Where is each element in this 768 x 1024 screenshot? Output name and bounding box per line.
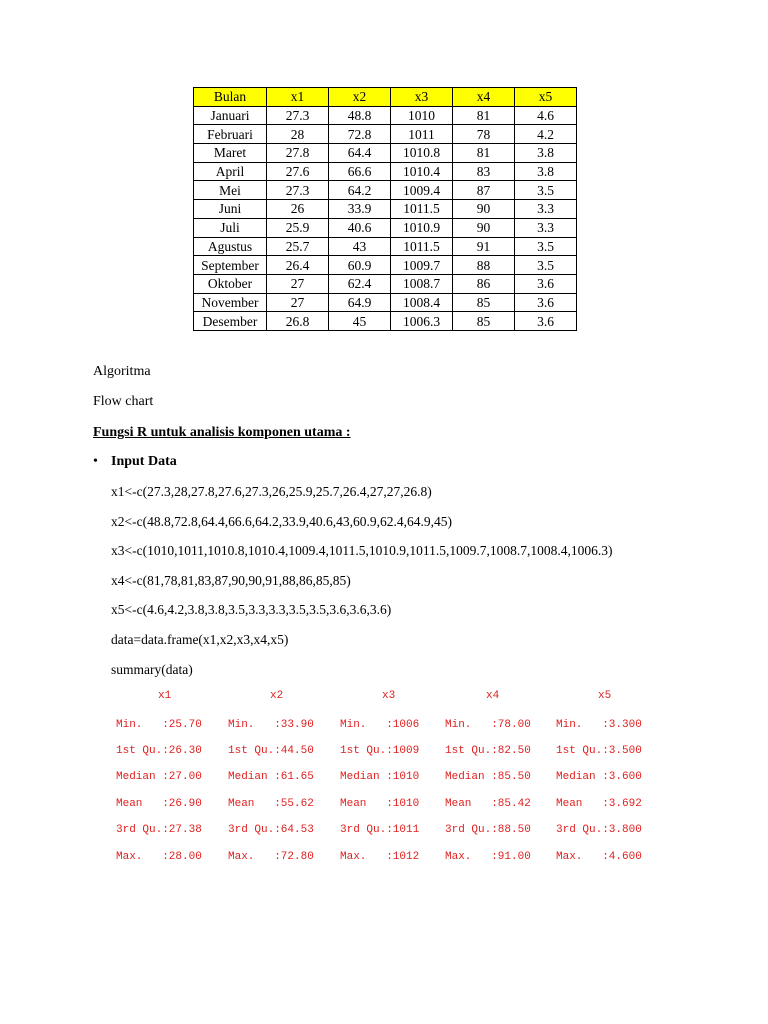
summary-stat: Mean :3.692 — [556, 798, 642, 810]
value-cell: 3.6 — [515, 274, 577, 293]
summary-stat: 1st Qu.:26.30 — [116, 745, 202, 757]
bullet-symbol: • — [93, 454, 98, 469]
header-x1: x1 — [267, 88, 329, 107]
value-cell: 72.8 — [329, 125, 391, 144]
table-row — [194, 218, 577, 237]
value-cell: 85 — [453, 293, 515, 312]
summary-stat: Min. :3.300 — [556, 719, 642, 731]
month-cell: September — [194, 256, 267, 275]
code-line: summary(data) — [111, 662, 193, 677]
section-heading: Fungsi R untuk analisis komponen utama : — [93, 425, 351, 440]
summary-stat: Max. :1012 — [340, 851, 420, 863]
summary-stat: Max. :91.00 — [445, 851, 531, 863]
summary-stat: Min. :78.00 — [445, 719, 531, 731]
summary-stat: Median :1010 — [340, 771, 420, 783]
table-row — [194, 106, 577, 125]
code-line: x1<-c(27.3,28,27.8,27.6,27.3,26,25.9,25.7,26.4,27,27,26.8) — [111, 484, 432, 499]
summary-stat: Median :3.600 — [556, 771, 642, 783]
value-cell: 25.9 — [267, 218, 329, 237]
summary-stat: Max. :4.600 — [556, 851, 642, 863]
month-cell: Agustus — [194, 237, 267, 256]
value-cell: 1011.5 — [391, 200, 453, 219]
value-cell: 4.6 — [515, 106, 577, 125]
value-cell: 25.7 — [267, 237, 329, 256]
value-cell: 3.5 — [515, 256, 577, 275]
month-cell: Juni — [194, 200, 267, 219]
table-body — [194, 106, 577, 330]
summary-column-header: x3 — [382, 690, 396, 702]
value-cell: 66.6 — [329, 162, 391, 181]
header-bulan: Bulan — [194, 88, 267, 107]
value-cell: 1008.4 — [391, 293, 453, 312]
month-cell: April — [194, 162, 267, 181]
value-cell: 1010.9 — [391, 218, 453, 237]
summary-column-header: x1 — [158, 690, 172, 702]
month-cell: Oktober — [194, 274, 267, 293]
summary-stat: Median :85.50 — [445, 771, 531, 783]
header-x4: x4 — [453, 88, 515, 107]
value-cell: 88 — [453, 256, 515, 275]
value-cell: 27 — [267, 293, 329, 312]
monthly-data-table — [193, 87, 577, 331]
summary-stat: 3rd Qu.:88.50 — [445, 824, 531, 836]
summary-stat: Mean :1010 — [340, 798, 420, 810]
value-cell: 87 — [453, 181, 515, 200]
value-cell: 3.8 — [515, 144, 577, 163]
month-cell: Desember — [194, 312, 267, 331]
header-x2: x2 — [329, 88, 391, 107]
code-line: x2<-c(48.8,72.8,64.4,66.6,64.2,33.9,40.6,43,60.9,62.4,64.9,45) — [111, 514, 452, 529]
summary-stat: 1st Qu.:3.500 — [556, 745, 642, 757]
code-line: data=data.frame(x1,x2,x3,x4,x5) — [111, 632, 289, 647]
value-cell: 3.5 — [515, 237, 577, 256]
value-cell: 33.9 — [329, 200, 391, 219]
summary-stat: 1st Qu.:82.50 — [445, 745, 531, 757]
value-cell: 78 — [453, 125, 515, 144]
table-row — [194, 274, 577, 293]
bullet-label: Input Data — [111, 454, 177, 469]
value-cell: 3.3 — [515, 218, 577, 237]
header-x5: x5 — [515, 88, 577, 107]
value-cell: 64.9 — [329, 293, 391, 312]
value-cell: 1011 — [391, 125, 453, 144]
table-header-row — [194, 88, 577, 107]
table-row — [194, 312, 577, 331]
value-cell: 1009.7 — [391, 256, 453, 275]
value-cell: 1006.3 — [391, 312, 453, 331]
code-line: x5<-c(4.6,4.2,3.8,3.8,3.5,3.3,3.3,3.5,3.5,3.6,3.6,3.6) — [111, 602, 392, 617]
value-cell: 64.2 — [329, 181, 391, 200]
summary-stat: Mean :26.90 — [116, 798, 202, 810]
summary-stat: 1st Qu.:44.50 — [228, 745, 314, 757]
summary-column-header: x2 — [270, 690, 284, 702]
month-cell: Juli — [194, 218, 267, 237]
bullet-input-data — [93, 454, 177, 470]
value-cell: 27.6 — [267, 162, 329, 181]
table-row — [194, 256, 577, 275]
table-row — [194, 181, 577, 200]
code-line: x3<-c(1010,1011,1010.8,1010.4,1009.4,1011.5,1010.9,1011.5,1009.7,1008.7,1008.4,1006.3) — [111, 543, 613, 558]
summary-stat: Max. :72.80 — [228, 851, 314, 863]
value-cell: 45 — [329, 312, 391, 331]
value-cell: 3.6 — [515, 293, 577, 312]
value-cell: 1010 — [391, 106, 453, 125]
value-cell: 1010.4 — [391, 162, 453, 181]
algoritma-label: Algoritma — [93, 364, 151, 379]
value-cell: 43 — [329, 237, 391, 256]
month-cell: Januari — [194, 106, 267, 125]
code-line: x4<-c(81,78,81,83,87,90,90,91,88,86,85,85) — [111, 573, 351, 588]
table-row — [194, 200, 577, 219]
header-x3: x3 — [391, 88, 453, 107]
value-cell: 91 — [453, 237, 515, 256]
value-cell: 26.4 — [267, 256, 329, 275]
summary-stat: Min. :25.70 — [116, 719, 202, 731]
value-cell: 83 — [453, 162, 515, 181]
value-cell: 48.8 — [329, 106, 391, 125]
value-cell: 28 — [267, 125, 329, 144]
value-cell: 85 — [453, 312, 515, 331]
month-cell: Maret — [194, 144, 267, 163]
value-cell: 26.8 — [267, 312, 329, 331]
value-cell: 4.2 — [515, 125, 577, 144]
summary-stat: Mean :55.62 — [228, 798, 314, 810]
table-row — [194, 144, 577, 163]
summary-stat: Min. :1006 — [340, 719, 420, 731]
summary-stat: Max. :28.00 — [116, 851, 202, 863]
summary-stat: 3rd Qu.:64.53 — [228, 824, 314, 836]
summary-stat: Min. :33.90 — [228, 719, 314, 731]
value-cell: 27.3 — [267, 106, 329, 125]
value-cell: 3.8 — [515, 162, 577, 181]
summary-column-header: x4 — [486, 690, 500, 702]
summary-stat: Median :27.00 — [116, 771, 202, 783]
value-cell: 40.6 — [329, 218, 391, 237]
value-cell: 81 — [453, 144, 515, 163]
table-row — [194, 162, 577, 181]
value-cell: 27.8 — [267, 144, 329, 163]
value-cell: 3.5 — [515, 181, 577, 200]
summary-column-header: x5 — [598, 690, 612, 702]
value-cell: 3.6 — [515, 312, 577, 331]
summary-stat: 3rd Qu.:27.38 — [116, 824, 202, 836]
value-cell: 1008.7 — [391, 274, 453, 293]
flowchart-label: Flow chart — [93, 394, 154, 409]
value-cell: 1010.8 — [391, 144, 453, 163]
month-cell: Mei — [194, 181, 267, 200]
month-cell: November — [194, 293, 267, 312]
summary-stat: 3rd Qu.:3.800 — [556, 824, 642, 836]
table-row — [194, 293, 577, 312]
value-cell: 27.3 — [267, 181, 329, 200]
value-cell: 90 — [453, 200, 515, 219]
value-cell: 3.3 — [515, 200, 577, 219]
value-cell: 62.4 — [329, 274, 391, 293]
table-row — [194, 125, 577, 144]
value-cell: 64.4 — [329, 144, 391, 163]
summary-stat: 3rd Qu.:1011 — [340, 824, 420, 836]
value-cell: 86 — [453, 274, 515, 293]
value-cell: 90 — [453, 218, 515, 237]
value-cell: 27 — [267, 274, 329, 293]
table-row — [194, 237, 577, 256]
summary-stat: Median :61.65 — [228, 771, 314, 783]
summary-stat: 1st Qu.:1009 — [340, 745, 420, 757]
value-cell: 81 — [453, 106, 515, 125]
value-cell: 1009.4 — [391, 181, 453, 200]
summary-stat: Mean :85.42 — [445, 798, 531, 810]
value-cell: 60.9 — [329, 256, 391, 275]
value-cell: 26 — [267, 200, 329, 219]
value-cell: 1011.5 — [391, 237, 453, 256]
month-cell: Februari — [194, 125, 267, 144]
